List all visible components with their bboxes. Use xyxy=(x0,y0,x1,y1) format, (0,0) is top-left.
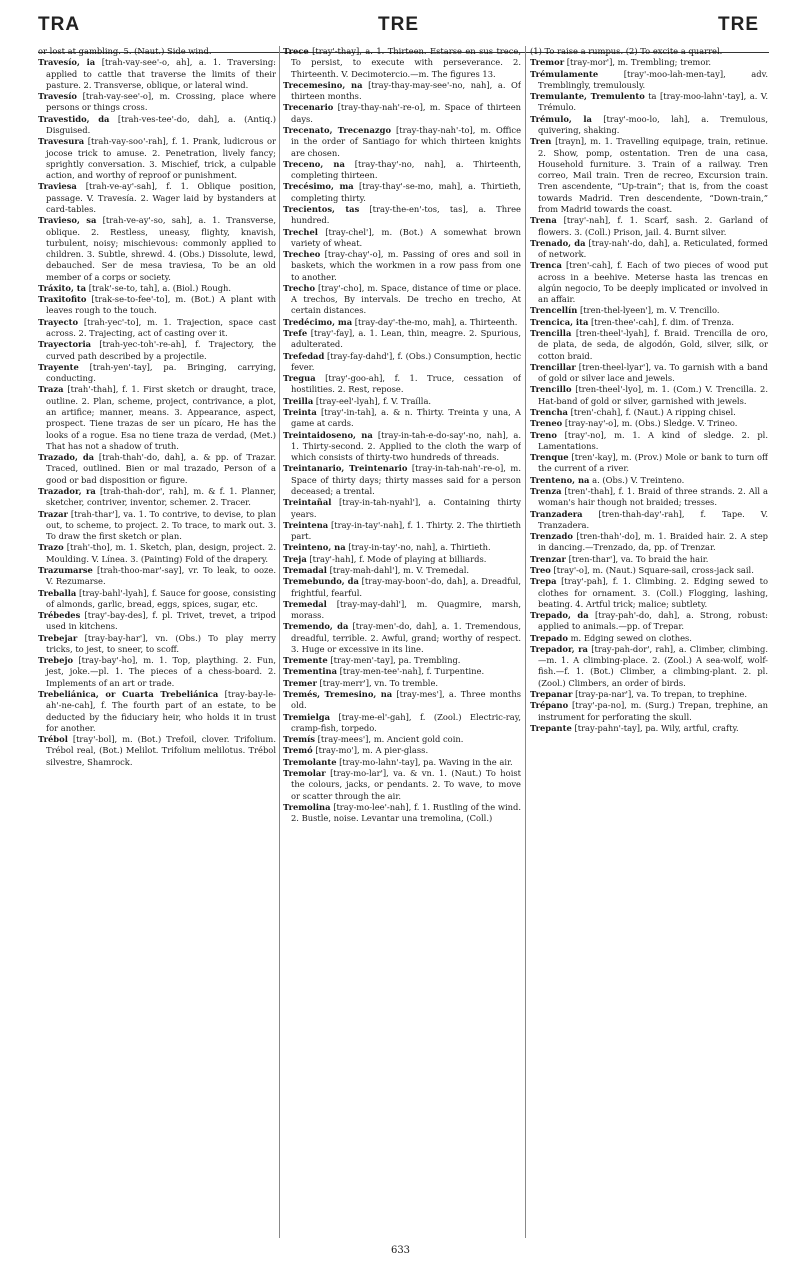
dictionary-entry xyxy=(530,215,768,238)
dictionary-entry xyxy=(283,542,521,553)
entry-headword: Trefe xyxy=(283,328,308,339)
dictionary-entry xyxy=(283,734,521,745)
entry-definition: [tray'-bol], m. (Bot.) Trefoil, clover. Trifolium. Trébol real, (Bot.) Melilot. Trifolium melilotus. Trébol silvestre, Shamrock. xyxy=(46,734,276,767)
dictionary-entry xyxy=(283,181,521,204)
entry-headword: Treilla xyxy=(283,395,314,406)
entry-definition: [trah-yec'-to], m. 1. Trajection, space cast across. 2. Trajecting, act of casting over it. xyxy=(46,316,276,339)
entry-definition: [trak-se-to-fee'-to], m. (Bot.) A plant with leaves rough to the touch. xyxy=(46,294,276,316)
dictionary-entry xyxy=(530,475,768,486)
entry-definition: [tray-pah-dor', rah], a. Climber, climbing.—m. 1. A climbing-place. 2. (Zool.) A sea-wolf, wolf-fish.—f. 1. (Bot.) Climber, a climbing-plant. 2. pl. (Zool.) Climbers, an order of birds. xyxy=(538,643,768,688)
entry-definition: [tren'-thah], f. 1. Braid of three strands. 2. All a woman's hair though not braided; tresses. xyxy=(538,485,768,508)
entry-definition: [tray-thay-nah'-to], m. Office in the order of Santiago for which thirteen knights are chosen. xyxy=(291,124,521,158)
entry-headword: Tranzadera xyxy=(530,508,583,519)
entry-definition: [tray-chay'-o], m. Passing of ores and soil in baskets, which the workmen in a row pass from one to another. xyxy=(291,249,521,282)
dictionary-entry xyxy=(38,317,276,340)
entry-headword: Tremulante, Tremulento xyxy=(530,91,645,102)
entry-definition: [tray'-pa-no], m. (Surg.) Trepan, trephine, an instrument for perforating the skull. xyxy=(538,700,768,722)
entry-headword: Tremadal xyxy=(283,564,327,575)
dictionary-entry xyxy=(283,463,521,497)
entry-definition: [tren-theel'-lyo], m. 1. (Com.) V. Trencilla. 2. Hat-band of gold or silver, garnished with jewels. xyxy=(538,384,768,406)
entry-definition: [trah-ve-ay'-sah], f. 1. Oblique position, passage. V. Travesía. 2. Wager laid by bystanders at card-tables. xyxy=(46,181,276,214)
entry-headword: Tremolina xyxy=(283,801,331,812)
entry-definition: [tray-mah-dahl'], m. V. Tremedal. xyxy=(329,564,470,575)
dictionary-entry xyxy=(530,136,768,215)
entry-definition: [trayn], m. 1. Travelling equipage, train, retinue. 2. Show, pomp, ostentation. Tren de una casa, Household furniture. 3. Train of a railway. Tren correo, Mail train. Tren de recreo, Excursion train. Tren ascendente, “Up-train”; that is, from the coast towards Madrid. Tren descendente, “Down-train,” from Madrid towards the coast. xyxy=(538,136,768,214)
entry-definition: [tray'-o], m. (Naut.) Square-sail, cross-jack sail. xyxy=(553,564,754,575)
entry-headword: Trayectoria xyxy=(38,339,92,350)
entry-definition: [tray'-pah], f. 1. Climbing. 2. Edging sewed to clothes for ornament. 3. (Coll.) Flogging, lashing, beating. 4. Artful trick; malice; subtlety. xyxy=(538,576,768,609)
dictionary-entry xyxy=(283,46,521,80)
entry-definition: [tray-pa-nar'], va. To trepan, to trephine. xyxy=(575,689,748,700)
entry-headword: Trepado xyxy=(530,632,568,643)
entry-definition: [tray-men'-tay], pa. Trembling. xyxy=(330,655,461,666)
entry-headword: Tremés, Tremesino, na xyxy=(283,689,393,700)
entry-definition: [tray'-goo-ah], f. 1. Truce, cessation of hostilities. 2. Rest, repose. xyxy=(291,373,521,395)
entry-definition: [tray'-cho], m. Space, distance of time or place. A trechos, By intervals. De trecho en trecho, At certain distances. xyxy=(291,282,521,316)
column-divider xyxy=(525,46,526,1238)
entry-definition: [trah-vay-see'-o, ah], a. 1. Traversing: applied to cattle that traverse the limits of their pasture. 2. Transverse, oblique, or lateral wind. xyxy=(46,57,276,90)
entry-definition: [tray-the-en'-tos, tas], a. Three hundred. xyxy=(291,203,521,226)
dictionary-entry xyxy=(530,565,768,576)
dictionary-entry xyxy=(38,588,276,611)
dictionary-entry xyxy=(38,57,276,91)
entry-definition: [tray-men-tee'-nah], f. Turpentine. xyxy=(339,666,485,677)
entry-headword: Trefedad xyxy=(283,350,325,361)
entry-headword: Trémulo, la xyxy=(530,113,592,124)
entry-headword: Trecho xyxy=(283,282,316,293)
dictionary-column-2 xyxy=(283,46,521,1238)
entry-headword: Trébol xyxy=(38,734,68,745)
dictionary-entry xyxy=(283,407,521,430)
entry-headword: Trazo xyxy=(38,542,64,553)
column-divider xyxy=(279,46,280,1238)
dictionary-entry xyxy=(38,339,276,362)
dictionary-entry xyxy=(530,486,768,509)
entry-definition: [trah-ve-ay'-so, sah], a. 1. Transverse, oblique. 2. Restless, uneasy, flighty, knavish, turbulent, noisy; mischievous: commonly applied to children. 3. Subtle, shrewd. 4. (Obs.) Dissolute, lewd, debauched. Ser de mesa traviesa, To be an old member of a corps or society. xyxy=(46,215,276,282)
entry-definition: [tray'-hah], f. Mode of playing at billiards. xyxy=(309,553,487,564)
entry-definition: [tray'-moo-lo, lah], a. Tremulous, quivering, shaking. xyxy=(538,113,768,135)
entry-headword: Trenque xyxy=(530,452,569,463)
entry-definition: [tray-fay-dahd'], f. (Obs.) Consumption, hectic fever. xyxy=(291,350,521,372)
entry-headword: Treintena xyxy=(283,519,329,530)
dictionary-entry xyxy=(283,283,521,317)
entry-headword: Tremor xyxy=(530,57,565,68)
dictionary-entry xyxy=(283,757,521,768)
entry-headword: Treneo xyxy=(530,418,563,429)
dictionary-entry xyxy=(283,249,521,283)
entry-headword: Treja xyxy=(283,553,307,564)
dictionary-entry xyxy=(283,497,521,520)
entry-definition: [tray-in-tah-nah'-re-o], m. Space of thirty days; thirty masses said for a person deceased; a trental. xyxy=(291,463,521,496)
entry-definition: [tren-thah-day'-rah], f. Tape. V. Tranzadera. xyxy=(538,508,768,530)
entry-definition: [tray-pah'-do, dah], a. Strong, robust: applied to animals.—pp. of Trepar. xyxy=(538,610,768,632)
entry-definition: [tray-eel'-lyah], f. V. Traílla. xyxy=(315,395,432,406)
dictionary-entry xyxy=(283,554,521,565)
entry-headword: Trebejar xyxy=(38,632,78,643)
entry-headword: Traviesa xyxy=(38,181,77,192)
entry-definition: [trah-yec-toh'-re-ah], f. Trajectory, the curved path described by a projectile. xyxy=(46,339,276,361)
entry-definition: [tren-thee'-cah], f. dim. of Trenza. xyxy=(591,316,735,327)
dictionary-entry xyxy=(530,430,768,453)
entry-headword: Trecientos, tas xyxy=(283,203,360,214)
entry-headword: Treceno, na xyxy=(283,158,345,169)
dictionary-entry xyxy=(283,576,521,599)
dictionary-entry xyxy=(530,260,768,305)
dictionary-entry xyxy=(530,91,768,114)
entry-definition: [trah-thah-dor', rah], m. & f. 1. Planner, sketcher, contriver, inventor, schemer. 2. Tracer. xyxy=(46,485,276,508)
entry-headword: Trencha xyxy=(530,407,568,417)
dictionary-entry xyxy=(283,655,521,666)
entry-headword: Trepa xyxy=(530,576,557,587)
entry-headword: Trencillo xyxy=(530,384,572,395)
entry-headword: Trenza xyxy=(530,485,562,496)
entry-headword: Tremolante xyxy=(283,756,337,767)
dictionary-entry xyxy=(530,554,768,565)
entry-headword: Trayente xyxy=(38,361,79,372)
dictionary-entry xyxy=(38,509,276,543)
entry-definition: [tray'-nah], f. 1. Scarf, sash. 2. Garland of flowers. 3. (Coll.) Prison, jail. 4. Burnt silver. xyxy=(538,215,768,237)
entry-headword: Trementе xyxy=(283,655,328,666)
dictionary-entry xyxy=(283,102,521,125)
dictionary-entry xyxy=(530,576,768,610)
entry-definition: [tray-thay-nah'-re-o], m. Space of thirteen days. xyxy=(291,102,521,124)
dictionary-entry xyxy=(283,125,521,159)
dictionary-entry xyxy=(38,565,276,588)
dictionary-entry xyxy=(283,317,521,328)
entry-definition: [trah-thoo-mar'-say], vr. To leak, to ooze. V. Rezumarse. xyxy=(46,564,276,587)
entry-definition: [tray-bay'-ho], m. 1. Top, plaything. 2. Fun, jest, joke.—pl. 1. The pieces of a chess-board. 2. Implements of an art or trade. xyxy=(46,655,276,688)
dictionary-entry xyxy=(283,227,521,250)
entry-headword: Tremís xyxy=(283,734,316,745)
dictionary-entry xyxy=(530,407,768,418)
dictionary-entry xyxy=(283,666,521,677)
entry-headword: Trenzar xyxy=(530,553,566,564)
entry-definition: [tray'-bay-des], f. pl. Trivet, trevet, a tripod used in kitchens. xyxy=(46,610,276,632)
entry-definition: [tray'-thay], a. 1. Thirteen. Estarse en sus trece, To persist, to execute with perseverance. 2. Thirteenth. V. Decimotercio.—m. The figures 13. xyxy=(291,46,521,79)
dictionary-entry xyxy=(530,114,768,137)
entry-definition: ta [tray-moo-lahn'-tay], a. V. Trémulo. xyxy=(538,91,768,113)
entry-definition: [tray-pahn'-tay], pa. Wily, artful, crafty. xyxy=(574,722,739,733)
dictionary-entry xyxy=(283,621,521,655)
entry-headword: Tredécimo, ma xyxy=(283,316,353,327)
dictionary-entry xyxy=(530,418,768,429)
page-number: 633 xyxy=(390,1245,411,1256)
entry-headword: Traxitofito xyxy=(38,294,87,305)
entry-definition: [tray-mo'], m. A pier-glass. xyxy=(315,745,429,756)
dictionary-entry xyxy=(283,745,521,756)
entry-headword: Tren xyxy=(530,136,552,147)
entry-definition: [tren-theel-lyar'], va. To garnish with a band of gold or silver lace and jewels. xyxy=(538,361,768,384)
entry-headword: Trecheo xyxy=(283,249,321,260)
entry-definition: [tray'-no], m. 1. A kind of sledge. 2. pl. Lamentations. xyxy=(538,429,768,451)
entry-definition: [tray-in-tah-nyahl'], a. Containing thirty years. xyxy=(291,497,521,519)
entry-headword: Trepador, ra xyxy=(530,643,588,654)
entry-definition: [tren-theel'-lyah], f. Braid. Trencilla de oro, de plata, de seda, de algodón, Gold, silver, silk, or cotton braid. xyxy=(538,328,768,361)
dictionary-entry xyxy=(530,46,768,57)
entry-headword: Trecésimo, ma xyxy=(283,181,354,192)
entry-definition: [trah'-tho], m. 1. Sketch, plan, design, project. 2. Moulding. V. Línea. 3. (Painting) Fold of the drapery. xyxy=(46,542,276,564)
dictionary-entry xyxy=(530,317,768,328)
entry-definition: [tray-may-boon'-do, dah], a. Dreadful, frightful, fearful. xyxy=(291,576,521,598)
dictionary-entry xyxy=(38,283,276,294)
entry-headword: Trépano xyxy=(530,700,569,711)
entry-definition: [tren-thel-lyeen'], m. V. Trencillo. xyxy=(580,305,720,316)
dictionary-entry xyxy=(38,114,276,137)
entry-definition: or lost at gambling. 5. (Naut.) Side wind. xyxy=(38,46,212,56)
entry-headword: Trenteno, na xyxy=(530,474,590,485)
entry-definition: [tren-thah'-do], m. 1. Braided hair. 2. A step in dancing.—Trenzado, da, pp. of Trenzar. xyxy=(538,531,768,553)
entry-definition: [tray-may-dahl'], m. Quagmire, marsh, morass. xyxy=(291,598,521,621)
dictionary-entry xyxy=(530,509,768,532)
dictionary-entry xyxy=(283,373,521,396)
dictionary-entry xyxy=(283,599,521,622)
entry-headword: Trepante xyxy=(530,722,572,733)
dictionary-entry xyxy=(530,305,768,316)
entry-definition: [tray-nay'-o], m. (Obs.) Sledge. V. Trineo. xyxy=(564,418,738,429)
entry-definition: [tray-mo-lahn'-tay], pa. Waving in the air. xyxy=(339,756,513,767)
dictionary-entry xyxy=(38,542,276,565)
entry-headword: Travieso, sa xyxy=(38,215,97,226)
entry-headword: Travesío, ia xyxy=(38,57,96,68)
entry-headword: Trencillar xyxy=(530,361,576,372)
entry-definition: [tray-bahl'-lyah], f. Sauce for goose, consisting of almonds, garlic, bread, eggs, spices, sugar, etc. xyxy=(46,587,276,609)
entry-headword: Travestido, da xyxy=(38,113,110,124)
entry-headword: Trebejo xyxy=(38,655,74,666)
entry-headword: Trencica, ita xyxy=(530,316,589,327)
entry-headword: Trecemesino, na xyxy=(283,79,363,90)
entry-headword: Treno xyxy=(530,429,557,440)
entry-headword: Trepanar xyxy=(530,689,573,700)
dictionary-entry xyxy=(530,644,768,689)
entry-definition: [tray-me-el'-gah], f. (Zool.) Electric-ray, cramp-fish, torpedo. xyxy=(291,711,521,733)
entry-definition: (1) To raise a rumpus. (2) To excite a quarrel. xyxy=(530,46,723,56)
dictionary-entry xyxy=(283,768,521,802)
entry-headword: Tremó xyxy=(283,745,313,756)
dictionary-entry xyxy=(530,531,768,554)
dictionary-entry xyxy=(283,689,521,712)
entry-definition: [tray-thay'-no, nah], a. Thirteenth, completing thirteen. xyxy=(291,158,521,181)
dictionary-entry xyxy=(38,362,276,385)
entry-definition: m. Edging sewed on clothes. xyxy=(570,632,692,643)
dictionary-column-1 xyxy=(38,46,276,1238)
entry-headword: Tremolar xyxy=(283,768,326,778)
entry-headword: Trazado, da xyxy=(38,452,95,463)
entry-definition: [tren'-cah], f. Each of two pieces of wood put across in a beehive. Meterse hasta las trencas en algún negocio, To be deeply implicated or involved in an affair. xyxy=(538,260,768,305)
entry-definition: [tray-thay-may-see'-no, nah], a. Of thirteen months. xyxy=(291,79,521,102)
entry-headword: Trenca xyxy=(530,260,562,271)
dictionary-entry xyxy=(530,328,768,362)
dictionary-entry xyxy=(530,238,768,261)
entry-definition: [trah-vay-see'-o], m. Crossing, place where persons or things cross. xyxy=(46,91,276,113)
entry-headword: Travesío xyxy=(38,91,77,102)
entry-definition: [tray'-moo-lah-men-tay], adv. Tremblingly, tremulously. xyxy=(538,68,768,90)
entry-definition: [tray-men'-do, dah], a. 1. Tremendous, dreadful, terrible. 2. Awful, grand; worthy of respect. 3. Huge or excessive in its line. xyxy=(291,621,521,654)
entry-headword: Treo xyxy=(530,564,551,575)
dictionary-entry xyxy=(283,678,521,689)
entry-definition: [tray-in-tay'-no, nah], a. Thirtieth. xyxy=(348,542,491,553)
entry-definition: [tren-thar'], va. To braid the hair. xyxy=(568,553,709,564)
dictionary-entry xyxy=(38,655,276,689)
entry-definition: [tray-merr'], vn. To tremble. xyxy=(319,677,439,688)
dictionary-entry xyxy=(38,91,276,114)
entry-headword: Tremielga xyxy=(283,711,331,722)
entry-headword: Tremedal xyxy=(283,598,327,609)
entry-headword: Treintanario, Treintenario xyxy=(283,463,408,474)
running-head-left: TRA xyxy=(38,14,81,35)
entry-definition: [trak'-se-to, tah], a. (Biol.) Rough. xyxy=(88,282,232,293)
entry-definition: [tray-mor'], m. Trembling; tremor. xyxy=(566,57,712,68)
entry-definition: [trah'-thah], f. 1. First sketch or draught, trace, outline. 2. Plan, scheme, project, contrivance, a plot, an artifice; manner, means. 3. Appearance, aspect, prospect. Tiene trazas de ser un pícaro, He has the looks of a rogue. Esa no tiene traza de verdad, (Met.) That has not a shadow of truth. xyxy=(46,384,276,451)
dictionary-entry xyxy=(283,712,521,735)
dictionary-entry xyxy=(38,384,276,452)
entry-definition: [tray-mees'], m. Ancient gold coin. xyxy=(317,734,464,745)
entry-headword: Trementina xyxy=(283,666,338,677)
dictionary-entry xyxy=(530,362,768,385)
dictionary-entry xyxy=(530,384,768,407)
entry-headword: Treinteno, na xyxy=(283,542,346,553)
entry-definition: [tray-bay-le-ah'-ne-cah], f. The fourth part of an estate, to be deducted by the fiduciary heir, who holds it in trust for another. xyxy=(46,689,276,733)
entry-definition: [trah-yen'-tay], pa. Bringing, carrying, conducting. xyxy=(46,361,276,384)
dictionary-entry xyxy=(283,204,521,227)
entry-definition: [tray-in-tay'-nah], f. 1. Thirty. 2. The thirtieth part. xyxy=(291,519,521,542)
dictionary-entry xyxy=(283,396,521,407)
dictionary-entry xyxy=(283,565,521,576)
running-head-center: TRE xyxy=(378,14,419,35)
entry-headword: Trenzado xyxy=(530,531,573,542)
dictionary-entry xyxy=(38,46,276,57)
entry-definition: [tray-chel'], m. (Bot.) A somewhat brown variety of wheat. xyxy=(291,226,521,248)
entry-definition: [tray-mes'], a. Three months old. xyxy=(291,689,521,711)
dictionary-entry xyxy=(530,69,768,92)
entry-definition: [tray'-in-tah], a. & n. Thirty. Treinta y una, A game at cards. xyxy=(291,407,521,429)
entry-headword: Tremendo, da xyxy=(283,621,349,632)
entry-definition: [tray-bay-har'], vn. (Obs.) To play merry tricks, to jest, to sneer, to scoff. xyxy=(46,632,276,654)
dictionary-entry xyxy=(38,215,276,283)
entry-headword: Tregua xyxy=(283,373,316,384)
dictionary-entry xyxy=(38,294,276,317)
dictionary-entry xyxy=(530,689,768,700)
dictionary-entry xyxy=(38,136,276,181)
entry-headword: Trencellín xyxy=(530,305,578,316)
entry-definition: [tray-day'-the-mo, mah], a. Thirteenth. xyxy=(354,316,518,327)
entry-headword: Trayecto xyxy=(38,316,79,327)
entry-headword: Trazar xyxy=(38,508,68,519)
entry-headword: Travesura xyxy=(38,136,85,147)
dictionary-entry xyxy=(530,723,768,734)
dictionary-entry xyxy=(530,452,768,475)
dictionary-entry xyxy=(38,734,276,768)
entry-headword: Trenado, da xyxy=(530,237,586,248)
dictionary-entry xyxy=(530,57,768,68)
entry-definition: [tren'-chah], f. (Naut.) A ripping chisel. xyxy=(570,407,736,417)
entry-headword: Trena xyxy=(530,215,557,226)
entry-headword: Trechel xyxy=(283,226,318,237)
entry-definition: [trah-thah'-do, dah], a. & pp. of Trazar. Traced, outlined. Bien or mal trazado, Person of a good or bad disposition or figure. xyxy=(46,452,276,485)
dictionary-entry xyxy=(283,328,521,351)
dictionary-entry xyxy=(38,689,276,734)
dictionary-entry xyxy=(38,452,276,486)
entry-definition: [tray-thay'-se-mo, mah], a. Thirtieth, completing thirty. xyxy=(291,181,521,203)
entry-headword: Treballa xyxy=(38,587,77,598)
entry-definition: [tray-nah'-do, dah], a. Reticulated, formed of network. xyxy=(538,237,768,260)
entry-definition: [tren'-kay], m. (Prov.) Mole or bank to turn off the current of a river. xyxy=(538,452,768,474)
entry-definition: [tray-mo-lee'-nah], f. 1. Rustling of the wind. 2. Bustle, noise. Levantar una tremolina, (Coll.) xyxy=(291,801,521,824)
dictionary-entry xyxy=(283,351,521,374)
entry-headword: Trazador, ra xyxy=(38,485,96,496)
entry-headword: Trecenato, Trecenazgo xyxy=(283,124,392,135)
entry-definition: [trah-vay-soo'-rah], f. 1. Prank, ludicrous or jocose trick to amuse. 2. Penetration, lively fancy; sprightly conversation. 3. Mischief, trick, a culpable action, and worthy of reproof or punishment. xyxy=(46,136,276,181)
dictionary-entry xyxy=(38,633,276,656)
entry-headword: Trémulamente xyxy=(530,68,599,79)
entry-headword: Treintañal xyxy=(283,497,332,508)
entry-headword: Trepado, da xyxy=(530,610,589,621)
entry-headword: Trece xyxy=(283,46,309,56)
dictionary-entry xyxy=(530,633,768,644)
dictionary-entry xyxy=(38,181,276,215)
entry-headword: Traza xyxy=(38,384,64,395)
dictionary-entry xyxy=(283,430,521,464)
entry-definition: [trah-thar'], va. 1. To contrive, to devise, to plan out, to scheme, to project. 2. To trace, to mark out. 3. To draw the first sketch or plan. xyxy=(46,508,276,542)
entry-headword: Tremer xyxy=(283,677,317,688)
entry-definition: [tray-mo-lar'], va. & vn. 1. (Naut.) To hoist the colours, jacks, or pendants. 2. To wave, to move or scatter through the air. xyxy=(291,768,521,801)
entry-headword: Trébedes xyxy=(38,610,81,621)
entry-definition: [tray'-fay], a. 1. Lean, thin, meagre. 2. Spurious, adulterated. xyxy=(291,328,521,350)
dictionary-column-3 xyxy=(530,46,768,1238)
page-header xyxy=(0,14,801,44)
entry-headword: Trebeliánica, or Cuarta Trebeliánica xyxy=(38,689,219,700)
dictionary-entry xyxy=(530,700,768,723)
entry-headword: Tremebundo, da xyxy=(283,576,359,587)
dictionary-entry xyxy=(283,80,521,103)
dictionary-entry xyxy=(38,610,276,633)
entry-headword: Tráxito, ta xyxy=(38,282,87,293)
running-head-right: TRE xyxy=(718,14,759,35)
dictionary-entry xyxy=(283,802,521,825)
entry-definition: [tray-in-tah-e-do-say'-no, nah], a. 1. Thirty-second. 2. Applied to the cloth the warp of which consists of thirty-two hundreds of threads. xyxy=(291,429,521,463)
entry-headword: Trazumarse xyxy=(38,564,93,575)
dictionary-entry xyxy=(38,486,276,509)
entry-definition: a. (Obs.) V. Treinteno. xyxy=(592,474,685,485)
dictionary-entry xyxy=(283,159,521,182)
entry-headword: Treintaidoseno, na xyxy=(283,429,373,440)
entry-definition: [trah-ves-tee'-do, dah], a. (Antiq.) Disguised. xyxy=(46,113,276,135)
entry-headword: Treinta xyxy=(283,407,317,417)
dictionary-entry xyxy=(530,610,768,633)
entry-headword: Trecenario xyxy=(283,102,334,113)
dictionary-entry xyxy=(283,520,521,543)
entry-headword: Trencilla xyxy=(530,328,572,339)
